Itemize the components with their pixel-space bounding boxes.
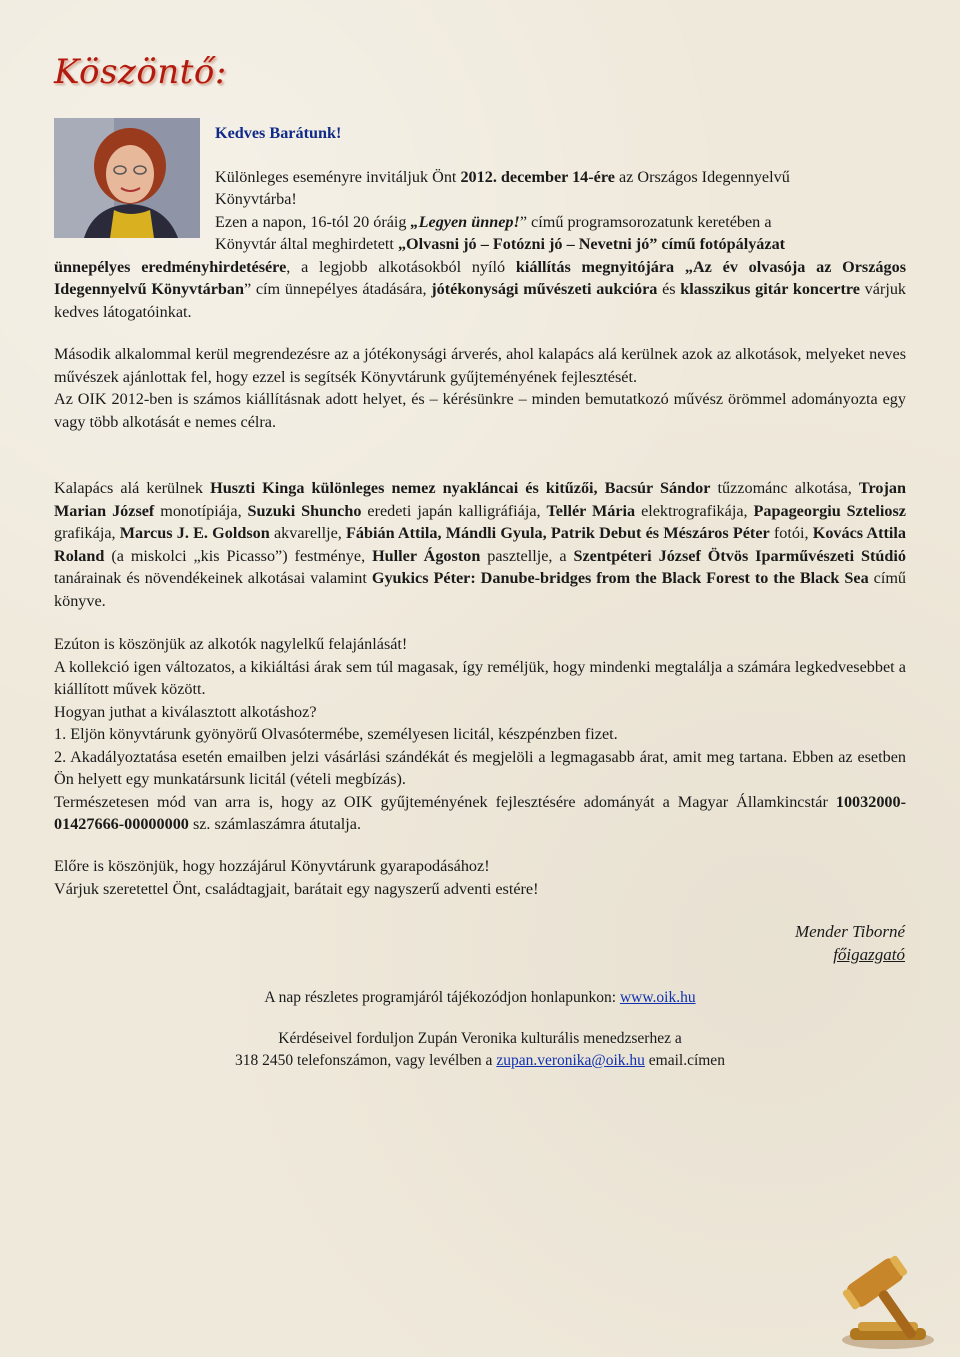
contact-line-1: Kérdéseivel forduljon Zupán Veronika kulturális menedzserhez a (278, 1030, 682, 1047)
intro-bold: ünnepélyes eredményhirdetésére (54, 257, 287, 276)
artists-plain: elektrografikája, (635, 501, 754, 520)
intro-text: ” cím ünnepélyes átadására, (243, 280, 432, 298)
artist-name: Fábián Attila, Mándli Gyula, Patrik Debut és Mészáros Péter (346, 524, 770, 542)
intro-bold: kiállítás megnyitójára „Az év olvasója az Országos Idegennyelvű Könyvtárban (54, 257, 906, 298)
contact-text: email.címen (644, 1052, 725, 1069)
intro-bold: klasszikus gitár koncertre (680, 280, 860, 298)
option-2: 2. Akadályoztatása esetén emailben jelzi vásárlási szándékát és megjelöli a legmagasabb árat, amit meg tartana. Ebben az esetben Ön helyett egy munkatársunk licitál (vételi megbízás). (54, 747, 906, 788)
closing-paragraph (54, 855, 906, 900)
account-number: 10032000-01427666-00000000 (54, 792, 906, 833)
signature-name: Mender Tiborné (794, 922, 905, 941)
artist-name: Szentpéteri József Ötvös Iparművészeti Stúdió (573, 546, 906, 565)
artists-paragraph (54, 477, 906, 612)
artists-plain: tanárainak és növendékeinek alkotásai valamint (54, 569, 372, 587)
artists-plain: című könyve. (54, 569, 906, 610)
artists-plain: akvarellje, (269, 524, 347, 542)
artists-plain: Kalapács alá kerülnek (54, 479, 211, 497)
intro-text: ” című programsorozatunk keretében a (519, 212, 772, 231)
intro-bold: jótékonysági művészeti aukcióra (431, 280, 658, 298)
donation-text: Természetesen mód van arra is, hogy az OIK gyűjteményének fejlesztésére adományát a Magyar Államkincstár (54, 792, 836, 811)
artist-name: Tellér Mária (546, 501, 636, 520)
footer-info-text: A nap részletes programjáról tájékozódjon honlapunkon: (264, 989, 620, 1006)
email-link[interactable]: zupan.veronika@oik.hu (496, 1052, 645, 1069)
intro-date: 2012. december 14-ére (460, 167, 615, 186)
artist-name: Kovács Attila Roland (54, 524, 906, 565)
option-1: 1. Eljön könyvtárunk gyönyörű Olvasótermébe, személyesen licitál, készpénzben fizet. (54, 725, 618, 743)
intro-text: Ezen a napon, 16-tól 20 óráig (215, 212, 411, 231)
artist-name: Huller Ágoston (372, 546, 481, 565)
artist-name: Gyukics Péter: Danube-bridges from the Black Forest to the Black Sea (371, 569, 869, 587)
artists-plain: (a miskolci „kis Picasso”) festménye, (104, 546, 373, 565)
intro-text: és (657, 280, 681, 298)
intro-text: , a legjobb alkotásokból nyíló (286, 257, 516, 276)
artists-plain: pasztellje, a (480, 546, 574, 565)
page-title: Köszöntő: (54, 52, 227, 92)
intro-line-5 (54, 256, 906, 324)
contest-name: „Olvasni jó – Fotózni jó – Nevetni jó” című fotópályázat (397, 235, 786, 253)
intro-text: Különleges eseményre invitáljuk Önt (215, 167, 461, 186)
contact-line-2 (0, 1050, 960, 1072)
artist-name: Marcus J. E. Goldson (119, 524, 270, 542)
artist-name: Huszti Kinga különleges nemez nyakláncai és kitűzői, Bacsúr Sándor (210, 479, 711, 497)
intro-text: Könyvtár által meghirdetett (215, 235, 398, 253)
closing-line-1: Előre is köszönjük, hogy hozzájárul Könyvtárunk gyarapodásához! (54, 857, 490, 875)
intro-line-3 (215, 211, 906, 234)
donation-line (54, 791, 906, 836)
artist-name: Suzuki Shuncho (247, 501, 362, 520)
artist-name: Trojan Marian József (54, 479, 906, 520)
auction-text-1: Második alkalommal kerül megrendezésre az a jótékonysági árverés, ahol kalapács alá kerülnek azok az alkotások, melyeket neves művészek ajánlottak fel, hogy ezzel is segítsék Könyvtárunk gyűjteményének fejlesztését. (54, 345, 906, 386)
gavel-icon (828, 1232, 948, 1352)
collection-line: A kollekció igen változatos, a kikiáltási árak sem túl magasak, így reméljük, hogy mindenki megtalálja a számára legkedvesebbet a kiállított művek között. (54, 657, 906, 698)
website-link[interactable]: www.oik.hu (619, 989, 696, 1006)
auction-paragraph (54, 343, 906, 433)
closing-line-2: Várjuk szeretettel Önt, családtagjait, barátait egy nagyszerű adventi estére! (54, 879, 539, 898)
question-line: Hogyan juthat a kiválasztott alkotáshoz? (54, 702, 317, 721)
footer-contact (0, 1028, 960, 1072)
signature (795, 920, 905, 966)
intro-section (54, 118, 906, 323)
signature-role: főigazgató (833, 945, 905, 964)
artist-name: Papageorgiu Szteliosz (753, 501, 906, 520)
footer-info (0, 987, 960, 1009)
intro-text: az Országos Idegennyelvű (614, 167, 790, 186)
artists-text (54, 477, 906, 612)
intro-text: várjuk kedves látogatóinkat. (54, 280, 907, 321)
intro-line-2: Könyvtárba! (215, 190, 297, 208)
greeting: Kedves Barátunk! (215, 124, 342, 142)
event-name: „Legyen ünnep! (410, 212, 520, 231)
artists-plain: grafikája, (54, 524, 120, 542)
artists-plain: monotípiája, (154, 501, 248, 520)
artists-plain: eredeti japán kalligráfiája, (361, 501, 547, 520)
auction-text-2: Az OIK 2012-ben is számos kiállításnak adott helyet, és – kérésünkre – minden bemutatkozó művész örömmel adományozta egy vagy több alkotását e nemes célra. (54, 390, 906, 431)
artists-plain: fotói, (769, 524, 813, 542)
intro-line-4 (215, 233, 906, 256)
artists-plain: tűzzománc alkotása, (710, 479, 859, 497)
contact-text: 318 2450 telefonszámon, vagy levélben a (235, 1052, 497, 1069)
thanks-line: Ezúton is köszönjük az alkotók nagylelkű felajánlását! (54, 635, 408, 653)
how-to-paragraph (54, 633, 906, 836)
intro-line-1 (215, 166, 906, 189)
donation-text: sz. számlaszámra átutalja. (188, 815, 362, 833)
